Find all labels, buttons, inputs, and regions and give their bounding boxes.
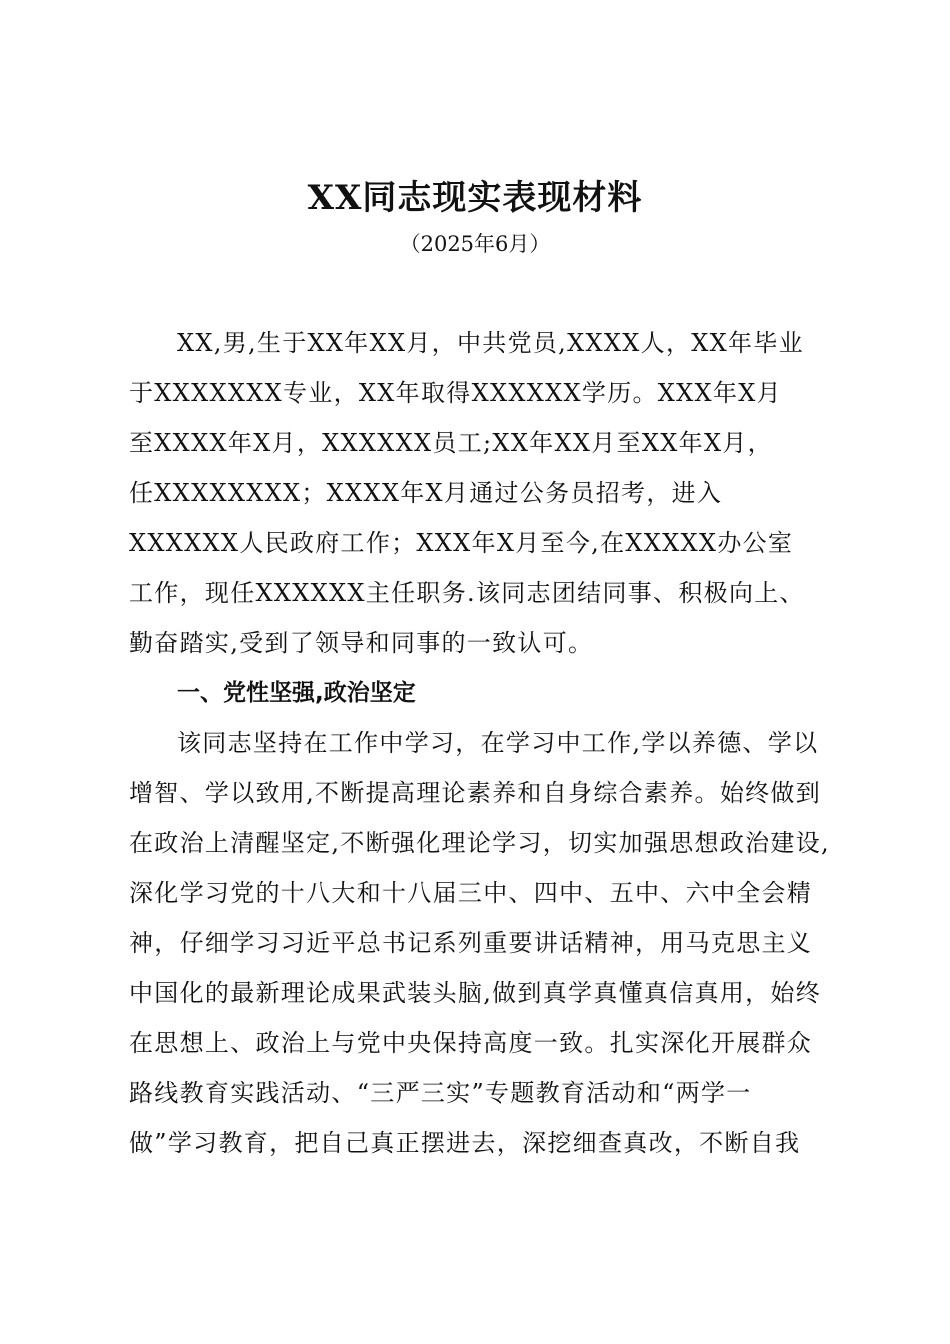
paragraph-line: 任XXXXXXXX；XXXX年X月通过公务员招考，进入 (129, 479, 723, 507)
paragraph-line: 增智、学以致用,不断提高理论素养和自身综合素养。始终做到 (129, 779, 822, 807)
paragraph-line: 神，仔细学习习近平总书记系列重要讲话精神，用马克思主义 (129, 929, 813, 957)
paragraph-line: XX,男,生于XX年XX月，中共党员,XXXX人，XX年毕业 (177, 329, 804, 357)
paragraph-line: 深化学习党的十八大和十八届三中、四中、五中、六中全会精 (129, 879, 813, 907)
paragraph-line: 在思想上、政治上与党中央保持高度一致。扎实深化开展群众 (129, 1029, 813, 1057)
paragraph-line: 勤奋踏实,受到了领导和同事的一致认可。 (129, 629, 594, 657)
paragraph-line: XXXXXX人民政府工作；XXX年X月至今,在XXXXX办公室 (129, 529, 794, 557)
paragraph-line: 路线教育实践活动、“三严三实”专题教育活动和“两学一 (129, 1079, 752, 1107)
paragraph-line: 该同志坚持在工作中学习，在学习中工作,学以养德、学以 (177, 729, 819, 757)
paragraph-line: 于XXXXXXX专业，XX年取得XXXXXX学历。XXX年X月 (129, 379, 782, 407)
paragraph-line: 做”学习教育，把自己真正摆进去，深挖细查真改，不断自我 (129, 1129, 801, 1157)
paragraph-line: 在政治上清醒坚定,不断强化理论学习，切实加强思想政治建设, (129, 829, 830, 857)
document-title: XX同志现实表现材料 (307, 178, 643, 218)
paragraph-line: 中国化的最新理论成果武装头脑,做到真学真懂真信真用，始终 (129, 979, 822, 1007)
section-heading: 一、党性坚强,政治坚定 (177, 680, 416, 706)
paragraph-line: 至XXXX年X月，XXXXXX员工;XX年XX月至XX年X月， (129, 429, 773, 457)
paragraph-line: 工作，现任XXXXXX主任职务.该同志团结同事、积极向上、 (129, 579, 805, 607)
document-date: （2025年6月） (399, 232, 551, 256)
